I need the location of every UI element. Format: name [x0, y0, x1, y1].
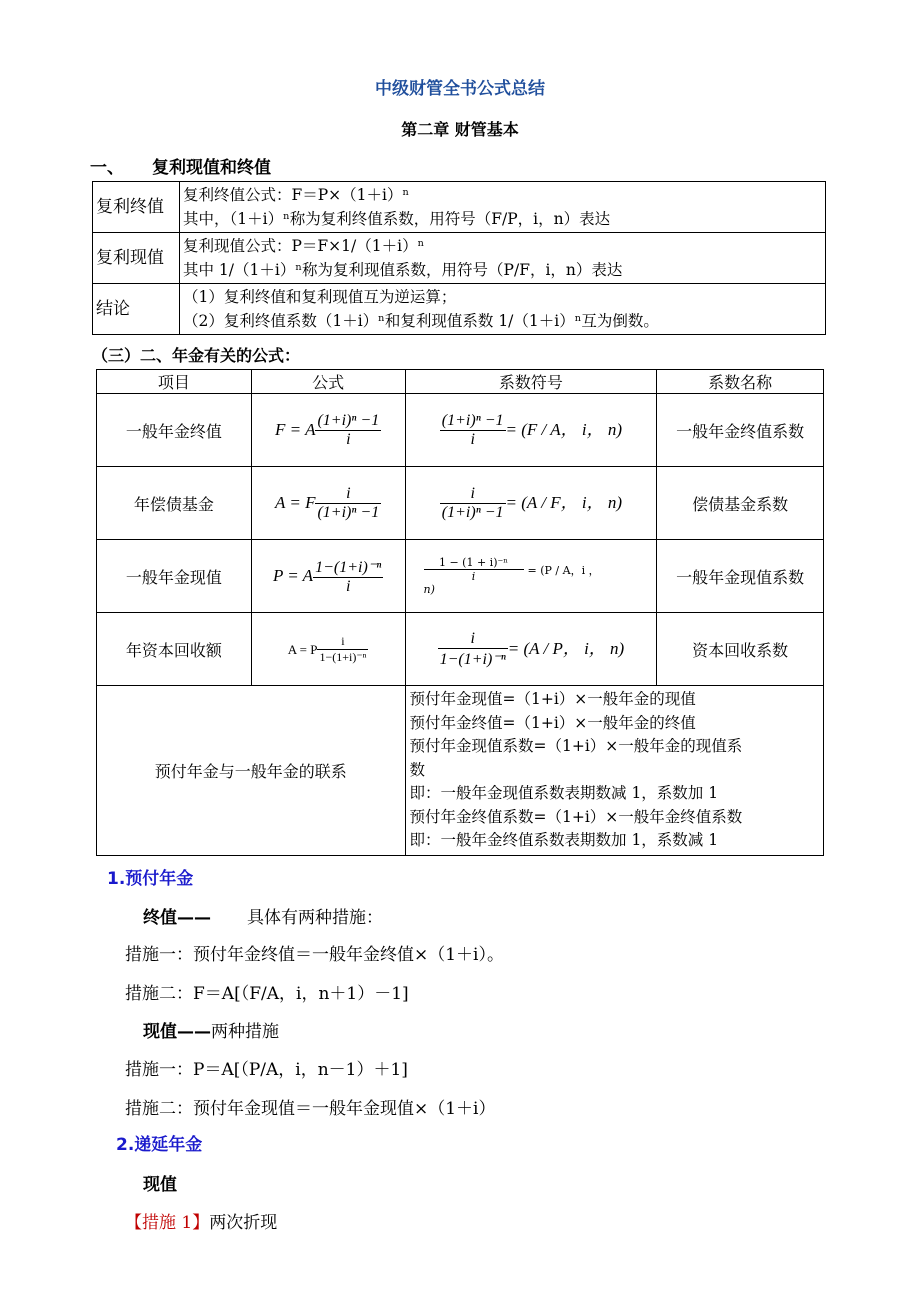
- measure-tag: 【措施 1】: [125, 1213, 210, 1233]
- measure-line: 措施二：F＝A[（F/A，i，n＋1）－1]: [125, 984, 409, 1004]
- annuity-formula-table: [96, 369, 824, 856]
- row-label: 复利终值: [93, 182, 180, 233]
- fraction: [440, 485, 506, 522]
- present-value-label: 现值——: [143, 1022, 211, 1042]
- fraction: [424, 556, 524, 583]
- table-row: [93, 182, 826, 233]
- coefficient-symbol: = (A / P， i， n): [507, 638, 625, 658]
- coefficient-cell: [405, 467, 657, 540]
- relation-line: 预付年金现值=（1+i）×一般年金的现值: [409, 690, 696, 708]
- table-row: [97, 613, 824, 686]
- prepaid-annuity-heading: 1.预付年金: [107, 869, 194, 889]
- formula-lhs: F = A: [275, 419, 316, 439]
- row-label: 复利现值: [93, 233, 180, 284]
- section-heading-2: （三）二、年金有关的公式：: [92, 346, 301, 365]
- item-cell: 一般年金终值: [97, 394, 252, 467]
- relation-line: 即：一般年金终值系数表期数加 1，系数减 1: [409, 831, 719, 849]
- formula-lhs: P = A: [272, 565, 314, 585]
- coefficient-cell: [405, 540, 657, 613]
- row-line: 复利现值公式：P＝F×1/（1＋i）ⁿ: [183, 237, 425, 255]
- formula-cell: [251, 467, 405, 540]
- relation-content: [405, 686, 823, 856]
- future-value-text: 具体有两种措施：: [247, 908, 383, 928]
- present-value-text: 两种措施: [211, 1022, 279, 1042]
- denominator: (1+i)ⁿ −1: [441, 503, 504, 521]
- numerator: (1+i)ⁿ −1: [317, 411, 380, 429]
- formula-lhs: A = F: [275, 492, 316, 512]
- fraction: [440, 412, 506, 449]
- table-header-row: [97, 370, 824, 394]
- coefficient-cell: [405, 394, 657, 467]
- coefficient-symbol: = (F / A， i， n): [505, 419, 622, 439]
- measure-line: 措施一：预付年金终值＝一般年金终值×（1＋i）。: [125, 945, 504, 965]
- numerator: i: [470, 629, 475, 647]
- name-cell: 一般年金现值系数: [657, 540, 824, 613]
- numerator: i: [470, 484, 475, 502]
- section-number: 一、: [90, 158, 124, 178]
- fraction: [438, 630, 508, 669]
- formula-cell: [251, 540, 405, 613]
- row-line: （2）复利终值系数（1＋i）ⁿ和复利现值系数 1/（1＋i）ⁿ互为倒数。: [183, 312, 659, 330]
- item-cell: 年偿债基金: [97, 467, 252, 540]
- denominator: i: [470, 430, 475, 448]
- fraction: [315, 412, 381, 449]
- denominator: 1−(1+i)⁻ⁿ: [439, 650, 506, 668]
- formula-cell: [251, 394, 405, 467]
- fraction: [313, 557, 383, 596]
- column-header: 系数名称: [657, 370, 824, 394]
- row-label: 结论: [93, 284, 180, 335]
- denominator: (1+i)ⁿ −1: [317, 503, 380, 521]
- numerator: (1+i)ⁿ −1: [441, 411, 504, 429]
- future-value-line: [143, 903, 383, 928]
- numerator: 1−(1+i)⁻ⁿ: [315, 558, 382, 576]
- table-row: [97, 686, 824, 856]
- column-header: 公式: [251, 370, 405, 394]
- coefficient-symbol: = (A / F， i， n): [505, 492, 622, 512]
- relation-label: 预付年金与一般年金的联系: [97, 686, 406, 856]
- fraction: [315, 485, 381, 522]
- present-value-line: [143, 1017, 279, 1042]
- section-title: 复利现值和终值: [152, 158, 271, 178]
- relation-line: 数: [409, 760, 426, 779]
- relation-line: 预付年金终值系数=（1+i）×一般年金终值系数: [409, 807, 743, 826]
- numerator: i: [341, 633, 345, 648]
- row-content: [180, 284, 826, 335]
- table-row: [97, 540, 824, 613]
- column-header: 系数符号: [405, 370, 657, 394]
- denominator: i: [346, 430, 351, 448]
- measure-line: 措施一：P＝A[（P/A，i，n－1）＋1]: [125, 1060, 408, 1080]
- table-row: [93, 284, 826, 335]
- table-row: [97, 467, 824, 540]
- present-value-heading: 现值: [143, 1175, 177, 1195]
- coefficient-symbol: = (P / A，i ，: [527, 563, 600, 577]
- coefficient-cell: [405, 613, 657, 686]
- name-cell: 一般年金终值系数: [657, 394, 824, 467]
- row-line: 复利终值公式：F＝P×（1＋i）ⁿ: [183, 186, 410, 204]
- formula-lhs: A = P: [287, 641, 318, 657]
- relation-line: 预付年金终值=（1+i）×一般年金的终值: [409, 713, 696, 732]
- denominator: i: [345, 577, 351, 595]
- row-content: [180, 182, 826, 233]
- measure-line: 措施二：预付年金现值＝一般年金现值×（1＋i）: [125, 1099, 496, 1119]
- fraction: [317, 634, 368, 665]
- name-cell: 偿债基金系数: [657, 467, 824, 540]
- table-row: [93, 233, 826, 284]
- section-heading-1: [90, 153, 271, 178]
- measure-text: 两次折现: [209, 1213, 278, 1233]
- coefficient-tail: n): [423, 583, 435, 596]
- compound-interest-table: [92, 181, 826, 335]
- row-line: 其中 1/（1＋i）ⁿ称为复利现值系数，用符号（P/F，i，n）表达: [183, 261, 623, 279]
- table-row: [97, 394, 824, 467]
- relation-line: 即：一般年金现值系数表期数减 1，系数加 1: [409, 784, 719, 802]
- row-content: [180, 233, 826, 284]
- denominator: 1−(1+i)⁻ⁿ: [319, 649, 367, 664]
- relation-line: 预付年金现值系数=（1+i）×一般年金的现值系: [409, 737, 743, 755]
- denominator: i: [471, 570, 476, 583]
- chapter-heading: 第二章 财管基本: [401, 120, 519, 139]
- future-value-label: 终值——: [143, 908, 211, 928]
- row-line: （1）复利终值和复利现值互为逆运算；: [183, 288, 457, 306]
- measure-1-line: [125, 1208, 277, 1233]
- row-line: 其中，（1＋i）ⁿ称为复利终值系数，用符号（F/P，i，n）表达: [183, 210, 611, 228]
- document-title: 中级财管全书公式总结: [375, 79, 545, 99]
- item-cell: 一般年金现值: [97, 540, 252, 613]
- deferred-annuity-heading: 2.递延年金: [116, 1135, 203, 1155]
- numerator: i: [346, 484, 351, 502]
- name-cell: 资本回收系数: [657, 613, 824, 686]
- item-cell: 年资本回收额: [97, 613, 252, 686]
- formula-cell: [251, 613, 405, 686]
- column-header: 项目: [97, 370, 252, 394]
- numerator: 1 − (1 + i)⁻ⁿ: [438, 556, 509, 569]
